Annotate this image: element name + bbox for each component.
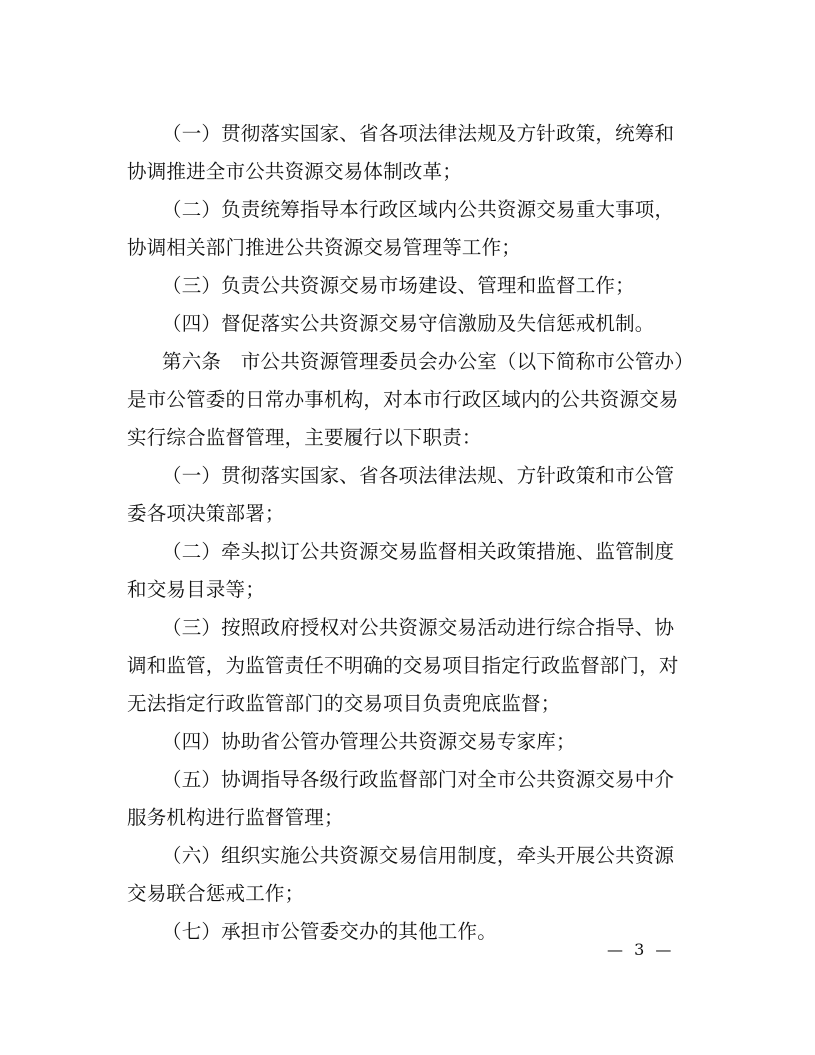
text-line: （二）负责统筹指导本行政区域内公共资源交易重大事项， (162, 198, 675, 221)
text-line: （三）负责公共资源交易市场建设、管理和监督工作； (162, 274, 635, 297)
text-line: 和交易目录等； (127, 578, 265, 601)
text-line: 第六条 市公共资源管理委员会办公室（以下简称市公管办） (162, 350, 694, 373)
text-line: （七）承担市公管委交办的其他工作。 (162, 920, 497, 943)
text-line: 交易联合惩戒工作； (127, 882, 305, 905)
text-line: 服务机构进行监督管理； (127, 806, 344, 829)
text-line: 无法指定行政监管部门的交易项目负责兜底监督； (127, 692, 561, 715)
text-line: 委各项决策部署； (127, 502, 285, 525)
text-line: （二）牵头拟订公共资源交易监督相关政策措施、监管制度 (162, 540, 675, 563)
text-line: 协调推进全市公共资源交易体制改革； (127, 160, 462, 183)
text-line: （一）贯彻落实国家、省各项法律法规、方针政策和市公管 (162, 464, 675, 487)
text-line: （一）贯彻落实国家、省各项法律法规及方针政策，统筹和 (162, 122, 675, 145)
text-line: 是市公管委的日常办事机构，对本市行政区域内的公共资源交易 (127, 388, 679, 411)
text-line: （三）按照政府授权对公共资源交易活动进行综合指导、协 (162, 616, 675, 639)
text-line: （四）协助省公管办管理公共资源交易专家库； (162, 730, 576, 753)
page-number: — 3 — (607, 940, 675, 959)
text-line: （四）督促落实公共资源交易守信激励及失信惩戒机制。 (162, 312, 655, 335)
text-line: 协调相关部门推进公共资源交易管理等工作； (127, 236, 522, 259)
text-line: 实行综合监督管理，主要履行以下职责： (127, 426, 482, 449)
text-line: （六）组织实施公共资源交易信用制度，牵头开展公共资源 (162, 844, 675, 867)
text-line: （五）协调指导各级行政监督部门对全市公共资源交易中介 (162, 768, 675, 791)
text-line: 调和监管，为监管责任不明确的交易项目指定行政监督部门，对 (127, 654, 679, 677)
